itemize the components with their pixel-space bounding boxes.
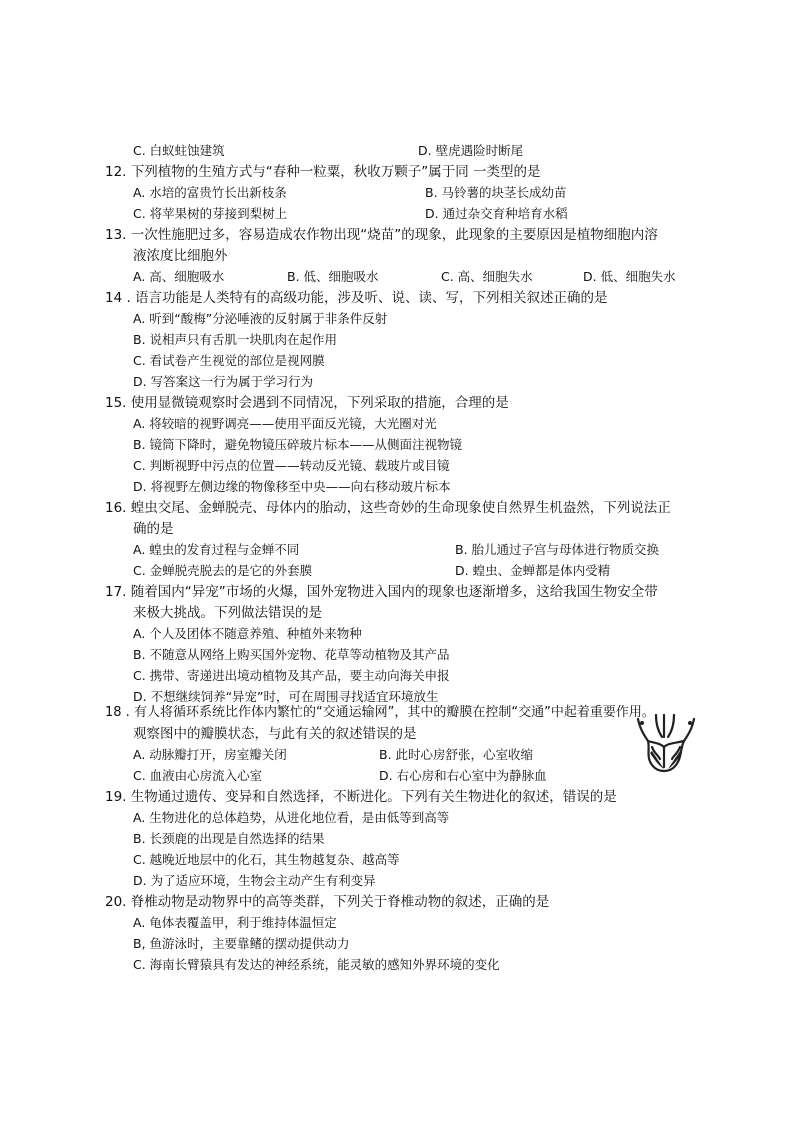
q18-option-c: C. 血液由心房流入心室 (133, 768, 263, 783)
q20-option-c: C. 海南长臂猿具有发达的神经系统，能灵敏的感知外界环境的变化 (133, 957, 500, 972)
q13-stem-line2: 液浓度比细胞外 (133, 248, 228, 264)
q11-option-d: D. 壁虎遇险时断尾 (418, 143, 524, 158)
q16-option-a: A. 蝗虫的发育过程与金蝉不同 (133, 542, 300, 557)
q14-option-b: B. 说相声只有舌肌一块肌肉在起作用 (133, 332, 338, 347)
q15-option-a: A. 将较暗的视野调亮——使用平面反光镜，大光圈对光 (133, 416, 437, 431)
q12-stem: 12. 下列植物的生殖方式与“春种一粒粟，秋收万颗子”属于同 一类型的是 (105, 164, 541, 180)
q16-option-c: C. 金蝉脱壳脱去的是它的外套膜 (133, 563, 313, 578)
q19-option-b: B. 长颈鹿的出现是自然选择的结果 (133, 831, 325, 846)
q17-option-b: B. 不随意从网络上购买国外宠物、花草等动植物及其产品 (133, 647, 450, 662)
q13-option-d: D. 低、细胞失水 (583, 269, 676, 284)
q14-option-d: D. 写答案这一行为属于学习行为 (133, 374, 314, 389)
q12-option-c: C. 将苹果树的芽接到梨树上 (133, 206, 288, 221)
q18-option-b: B. 此时心房舒张，心室收缩 (379, 747, 534, 762)
q16-stem-line2: 确的是 (133, 521, 174, 537)
q20-option-b: B, 鱼游泳时，主要靠鳍的摆动提供动力 (133, 936, 350, 951)
q18-option-a: A. 动脉瓣打开，房室瓣关闭 (133, 747, 287, 762)
q13-option-b: B. 低、细胞吸水 (287, 269, 379, 284)
q19-stem: 19. 生物通过遗传、变异和自然选择，不断进化。下列有关生物进化的叙述，错误的是 (105, 789, 617, 805)
q17-option-d: D. 不想继续饲养“异宠”时，可在周围寻找适宜环境放生 (133, 689, 439, 704)
q17-stem-line2: 来极大挑战。下列做法错误的是 (133, 605, 322, 621)
q15-option-b: B. 镜筒下降时，避免物镜压碎玻片标本——从侧面注视物镜 (133, 437, 463, 452)
q14-option-a: A. 听到“酸梅”分泌唾液的反射属于非条件反射 (133, 311, 388, 326)
q13-stem-line1: 13. 一次性施肥过多，容易造成农作物出现“烧苗”的现象，此现象的主要原因是植物细胞内溶 (105, 227, 658, 243)
q17-stem-line1: 17. 随着国内“异宠”市场的火爆，国外宠物进入国内的现象也逐渐增多，这给我国生物安全带 (105, 584, 658, 600)
q15-option-c: C. 判断视野中污点的位置——转动反光镜、载玻片或目镜 (133, 458, 450, 473)
q18-option-d: D. 右心房和右心室中为静脉血 (379, 768, 547, 783)
q19-option-a: A. 生物进化的总体趋势，从进化地位看，是由低等到高等 (133, 810, 450, 825)
q12-option-a: A. 水培的富贵竹长出新枝条 (133, 185, 287, 200)
q17-option-a: A. 个人及团体不随意养殖、种植外来物种 (133, 626, 362, 641)
q16-option-b: B. 胎儿通过子宫与母体进行物质交换 (455, 542, 660, 557)
q16-stem-line1: 16. 蝗虫交尾、金蝉脱壳、母体内的胎动，这些奇妙的生命现象使自然界生机盎然，下列说法正 (105, 500, 671, 516)
q18-stem-line2: 观察图中的瓣膜状态，与此有关的叙述错误的是 (133, 726, 417, 742)
q19-option-d: D. 为了适应环境，生物会主动产生有利变异 (133, 873, 376, 888)
q12-option-d: D. 通过杂交育种培育水稻 (425, 206, 568, 221)
q19-option-c: C. 越晚近地层中的化石，其生物越复杂、越高等 (133, 852, 400, 867)
q14-stem: 14 . 语言功能是人类特有的高级功能，涉及听、说、读、写，下列相关叙述正确的是 (105, 290, 608, 306)
q11-option-c: C. 白蚁蛀蚀建筑 (133, 143, 225, 158)
q16-option-d: D. 蝗虫、金蝉都是体内受精 (455, 563, 611, 578)
q13-option-c: C. 高、细胞失水 (441, 269, 533, 284)
q15-option-d: D. 将视野左侧边缘的物像移至中央——向右移动玻片标本 (133, 479, 451, 494)
q20-stem: 20. 脊椎动物是动物界中的高等类群，下列关于脊椎动物的叙述，正确的是 (105, 894, 550, 910)
q12-option-b: B. 马铃薯的块茎长成幼苗 (425, 185, 567, 200)
q20-option-a: A. 龟体表覆盖甲，利于维持体温恒定 (133, 915, 337, 930)
heart-diagram-icon (630, 713, 702, 777)
q14-option-c: C. 看试卷产生视觉的部位是视网膜 (133, 353, 325, 368)
q18-stem-line1: 18 . 有人将循环系统比作体内繁忙的“交通运输网”，其中的瓣膜在控制“交通”中起着重要作用。 (105, 705, 655, 720)
q17-option-c: C. 携带、寄递进出境动植物及其产品，要主动向海关申报 (133, 668, 450, 683)
q15-stem: 15. 使用显微镜观察时会遇到不同情况，下列采取的措施，合理的是 (105, 395, 509, 411)
q13-option-a: A. 高、细胞吸水 (133, 269, 225, 284)
